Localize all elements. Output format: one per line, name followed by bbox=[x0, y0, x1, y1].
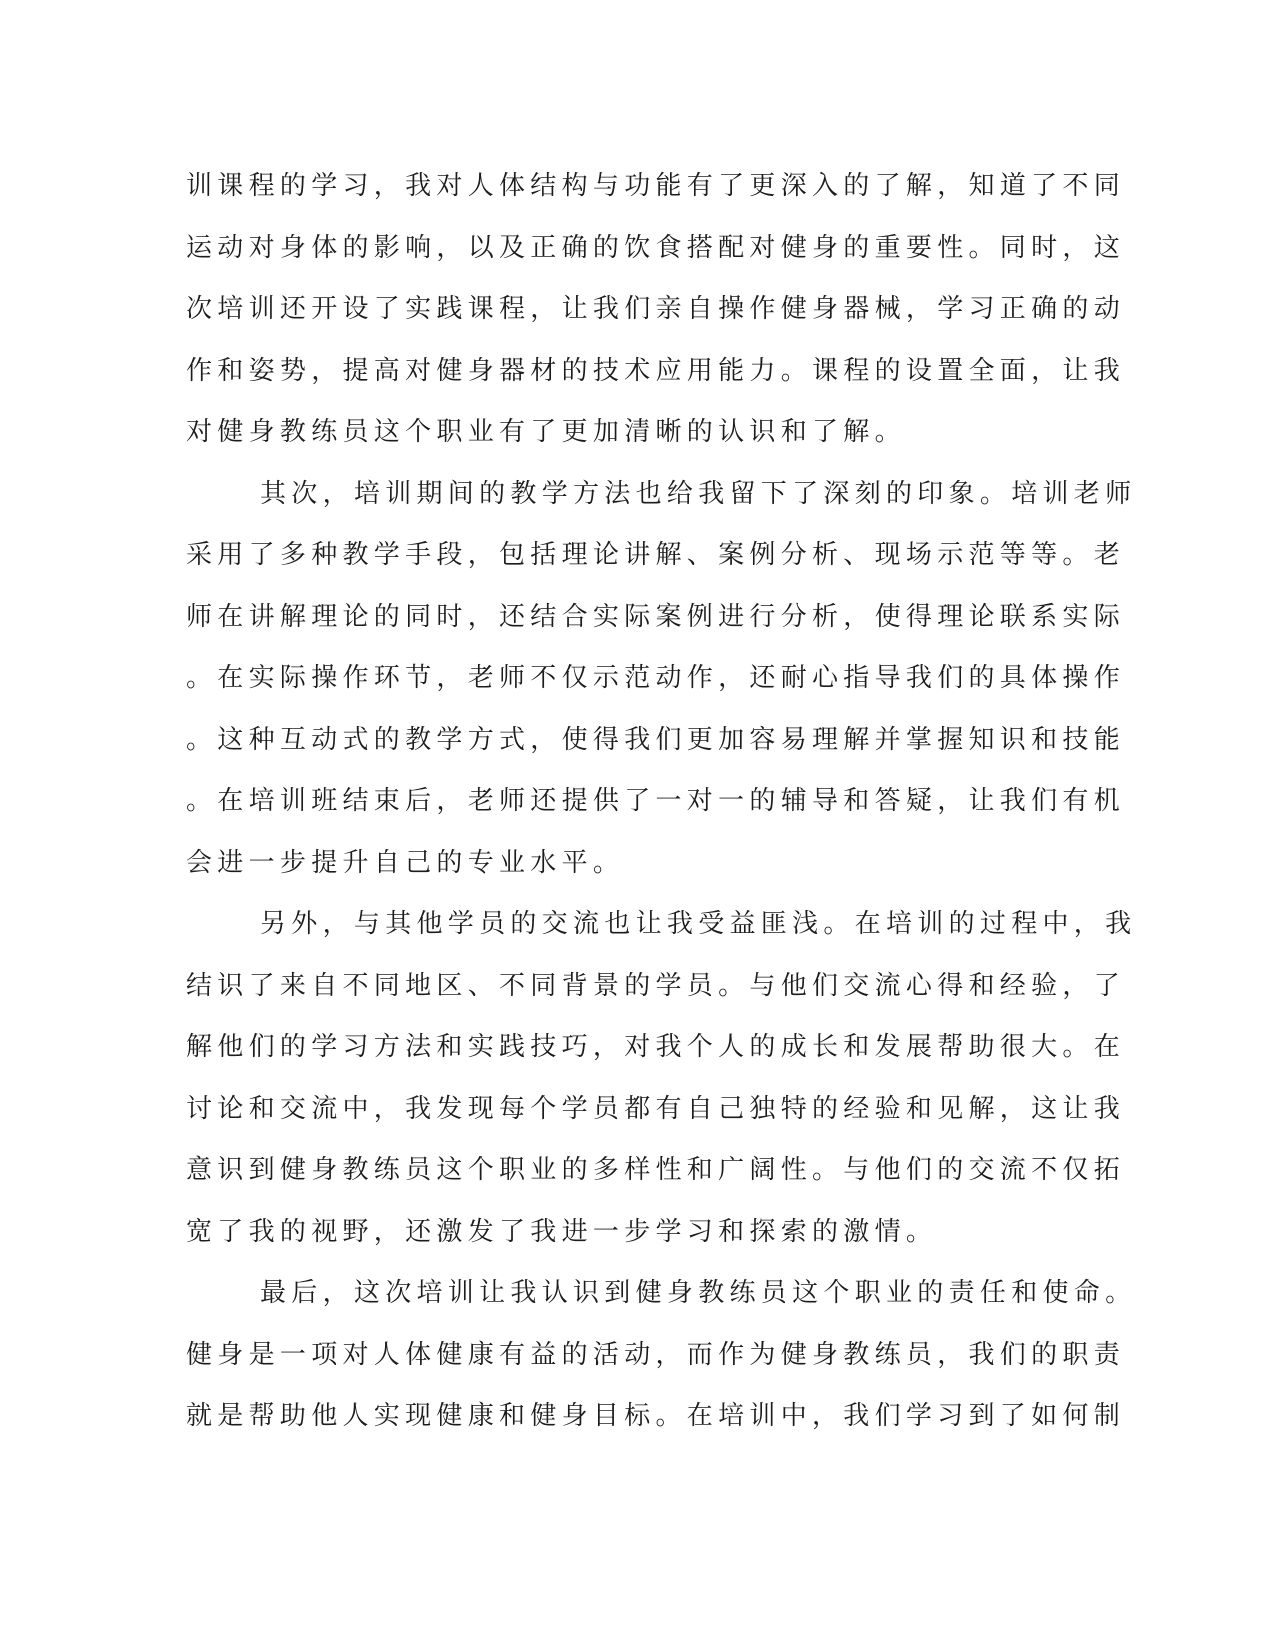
text-line: 运动对身体的影响，以及正确的饮食搭配对健身的重要性。同时，这 bbox=[186, 232, 1126, 263]
text-line: 就是帮助他人实现健康和健身目标。在培训中，我们学习到了如何制 bbox=[186, 1401, 1126, 1431]
text-line: 师在讲解理论的同时，还结合实际案例进行分析，使得理论联系实际 bbox=[186, 601, 1126, 632]
body-text bbox=[186, 156, 1137, 1448]
text-line: 讨论和交流中，我发现每个学员都有自己独特的经验和见解，这让我 bbox=[186, 1093, 1126, 1124]
text-line: 宽了我的视野，还激发了我进一步学习和探索的激情。 bbox=[186, 1216, 938, 1247]
text-line: 结识了来自不同地区、不同背景的学员。与他们交流心得和经验，了 bbox=[186, 970, 1126, 1001]
text-line: 解他们的学习方法和实践技巧，对我个人的成长和发展帮助很大。在 bbox=[186, 1032, 1126, 1062]
text-line: 会进一步提升自己的专业水平。 bbox=[186, 847, 625, 878]
text-line: 。这种互动式的教学方式，使得我们更加容易理解并掌握知识和技能 bbox=[186, 724, 1126, 755]
text-line: 健身是一项对人体健康有益的活动，而作为健身教练员，我们的职责 bbox=[186, 1339, 1126, 1370]
paragraph-first-line: 其次，培训期间的教学方法也给我留下了深刻的印象。培训老师 bbox=[260, 478, 1137, 509]
text-line: 作和姿势，提高对健身器材的技术应用能力。课程的设置全面，让我 bbox=[186, 355, 1126, 386]
text-line: 采用了多种教学手段，包括理论讲解、案例分析、现场示范等等。老 bbox=[186, 540, 1126, 570]
text-line: 对健身教练员这个职业有了更加清晰的认识和了解。 bbox=[186, 417, 906, 447]
paragraph-first-line: 最后，这次培训让我认识到健身教练员这个职业的责任和使命。 bbox=[260, 1278, 1137, 1308]
text-line: 。在实际操作环节，老师不仅示范动作，还耐心指导我们的具体操作 bbox=[186, 663, 1126, 693]
text-line: 训课程的学习，我对人体结构与功能有了更深入的了解，知道了不同 bbox=[186, 171, 1126, 201]
text-line: 。在培训班结束后，老师还提供了一对一的辅导和答疑，让我们有机 bbox=[186, 786, 1126, 816]
paragraph-first-line: 另外，与其他学员的交流也让我受益匪浅。在培训的过程中，我 bbox=[260, 909, 1137, 939]
text-line: 次培训还开设了实践课程，让我们亲自操作健身器械，学习正确的动 bbox=[186, 294, 1126, 324]
text-line: 意识到健身教练员这个职业的多样性和广阔性。与他们的交流不仅拓 bbox=[186, 1155, 1126, 1185]
